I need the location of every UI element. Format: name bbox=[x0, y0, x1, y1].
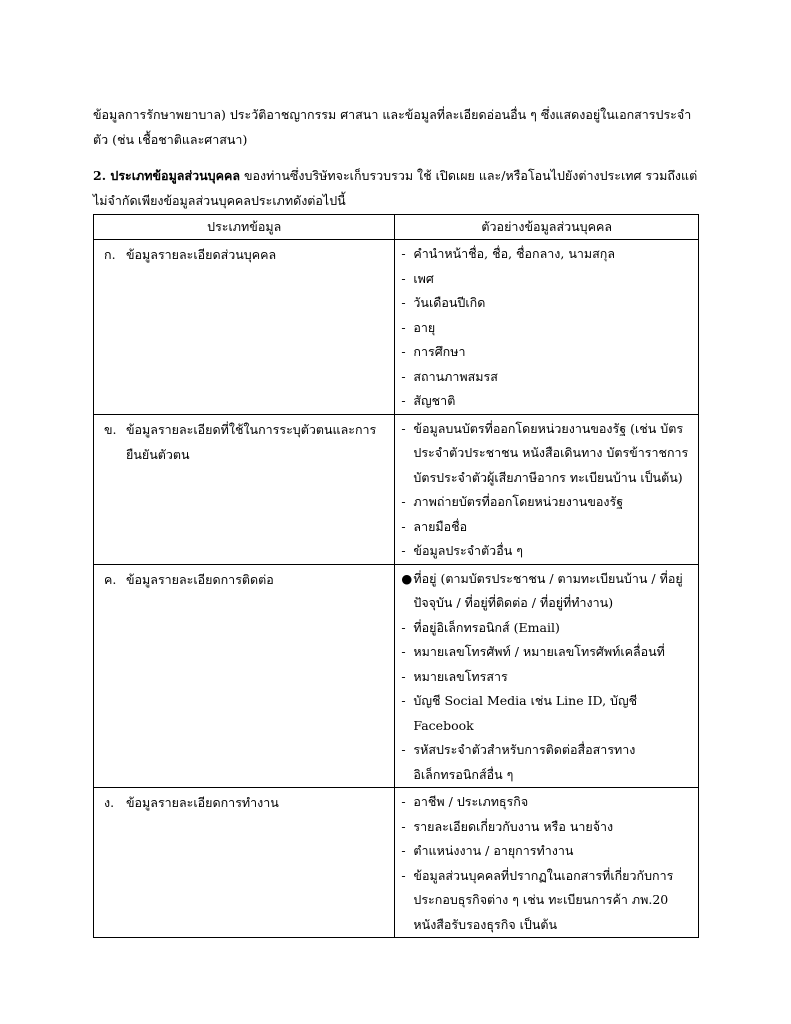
list-item bbox=[401, 389, 692, 414]
dash-marker: - bbox=[401, 867, 406, 883]
dash-marker: - bbox=[401, 420, 406, 436]
section-2-heading: 2. ประเภทข้อมูลส่วนบุคคล bbox=[93, 167, 240, 183]
category bbox=[94, 788, 394, 815]
list-item bbox=[401, 864, 692, 938]
list-item-text: ลายมือชื่อ bbox=[413, 518, 468, 534]
dash-marker: - bbox=[401, 494, 406, 509]
dash-marker: - bbox=[401, 668, 406, 684]
dash-marker: - bbox=[401, 319, 406, 335]
list-item-text: เพศ bbox=[413, 270, 434, 286]
list-item-text: บัญชี Social Media เช่น Line ID, บัญชี Facebook bbox=[413, 693, 638, 733]
list-item bbox=[401, 539, 692, 564]
dash-marker: - bbox=[401, 543, 406, 558]
table-row bbox=[94, 240, 699, 415]
table-header-row bbox=[94, 215, 699, 240]
category bbox=[94, 565, 394, 592]
examples-list bbox=[395, 565, 698, 788]
list-item-text: หมายเลขโทรสาร bbox=[413, 668, 508, 684]
dash-marker: - bbox=[401, 742, 406, 757]
list-item-text: สถานภาพสมรส bbox=[413, 368, 498, 384]
dash-marker: - bbox=[401, 843, 406, 858]
category bbox=[94, 240, 394, 267]
personal-data-table bbox=[93, 214, 699, 938]
list-item-text: ตำแหน่งงาน / อายุการทำงาน bbox=[413, 843, 574, 858]
list-item bbox=[401, 515, 692, 540]
category-label: ข้อมูลรายละเอียดที่ใช้ในการระบุตัวตนและการยืนยันตัวตน bbox=[126, 421, 377, 462]
dash-marker: - bbox=[401, 393, 406, 408]
list-item-text: รายละเอียดเกี่ยวกับงาน หรือ นายจ้าง bbox=[413, 818, 614, 834]
list-item-text: ภาพถ่ายบัตรที่ออกโดยหน่วยงานของรัฐ bbox=[413, 494, 624, 509]
list-item-text: อาชีพ / ประเภทธุรกิจ bbox=[413, 794, 529, 809]
list-item bbox=[401, 640, 692, 665]
list-item bbox=[401, 291, 692, 316]
list-item-text: รหัสประจำตัวสำหรับการติดต่อสื่อสารทางอิเล็กทรอนิกส์อื่น ๆ bbox=[413, 742, 636, 782]
list-item-text: วันเดือนปีเกิด bbox=[413, 295, 486, 310]
intro-paragraph: ข้อมูลการรักษาพยาบาล) ประวัติอาชญากรรม ศาสนา และข้อมูลที่ละเอียดอ่อนอื่น ๆ ซึ่งแสดงอยู่ในเอกสารประจำตัว (ช่น เชื้อชาติและศาสนา) bbox=[93, 106, 692, 147]
examples-list bbox=[395, 240, 698, 414]
dash-marker: - bbox=[401, 794, 406, 809]
list-item-text: หมายเลขโทรศัพท์ / หมายเลขโทรศัพท์เคลื่อนที่ bbox=[413, 644, 665, 659]
examples-cell bbox=[395, 788, 699, 938]
category-label: ข้อมูลรายละเอียดการทำงาน bbox=[126, 795, 279, 810]
list-item-text: ข้อมูลประจำตัวอื่น ๆ bbox=[413, 543, 523, 558]
list-item-text: อายุ bbox=[413, 319, 436, 335]
list-item-text: สัญชาติ bbox=[413, 393, 456, 408]
dash-marker: - bbox=[401, 270, 406, 286]
list-item bbox=[401, 790, 692, 815]
list-item bbox=[401, 567, 692, 616]
category bbox=[94, 415, 394, 467]
dash-marker: - bbox=[401, 344, 406, 359]
list-item bbox=[401, 242, 692, 267]
category-label: ข้อมูลรายละเอียดส่วนบุคคล bbox=[126, 247, 277, 262]
dash-marker: - bbox=[401, 246, 406, 261]
list-item-text: การศึกษา bbox=[413, 344, 466, 359]
list-item bbox=[401, 417, 692, 491]
dash-marker: - bbox=[401, 295, 406, 310]
category-number: ข. bbox=[104, 421, 117, 437]
list-item bbox=[401, 316, 692, 341]
list-item bbox=[401, 839, 692, 864]
list-item bbox=[401, 815, 692, 840]
list-item bbox=[401, 365, 692, 390]
list-item bbox=[401, 340, 692, 365]
category-number: ก. bbox=[104, 247, 116, 262]
list-item bbox=[401, 689, 692, 738]
list-item-text: ที่อยู่อิเล็กทรอนิกส์ (Email) bbox=[413, 619, 560, 635]
examples-cell bbox=[395, 564, 699, 788]
dash-marker: - bbox=[401, 644, 406, 659]
header-data-examples: ตัวอย่างข้อมูลส่วนบุคคล bbox=[395, 215, 699, 240]
dash-marker: - bbox=[401, 619, 406, 635]
list-item-text: ที่อยู่ (ตามบัตรประชาชน / ตามทะเบียนบ้าน / ที่อยู่ปัจจุบัน / ที่อยู่ที่ติดต่อ / ที่อยู่ที่ทำงาน) bbox=[413, 570, 683, 610]
examples-list bbox=[395, 415, 698, 564]
category-cell bbox=[94, 240, 395, 415]
list-item-text: ข้อมูลบนบัตรที่ออกโดยหน่วยงานของรัฐ (เช่น บัตรประจำตัวประชาชน หนังสือเดินทาง บัตรข้าราชการ บัตรประจำตัวผู้เสียภาษีอากร ทะเบียนบ้าน เป็นต้น) bbox=[413, 420, 689, 485]
category-number: ง. bbox=[104, 795, 115, 810]
list-item-text: คำนำหน้าชื่อ, ชื่อ, ชื่อกลาง, นามสกุล bbox=[413, 246, 615, 261]
header-data-type: ประเภทข้อมูล bbox=[94, 215, 395, 240]
category-number: ค. bbox=[104, 571, 117, 587]
table-row bbox=[94, 414, 699, 564]
category-cell bbox=[94, 564, 395, 788]
examples-cell bbox=[395, 414, 699, 564]
list-item bbox=[401, 267, 692, 292]
dash-marker: - bbox=[401, 818, 406, 834]
section-2-paragraph bbox=[93, 163, 703, 213]
category-label: ข้อมูลรายละเอียดการติดต่อ bbox=[126, 571, 274, 587]
category-cell bbox=[94, 414, 395, 564]
table-row bbox=[94, 564, 699, 788]
dash-marker: - bbox=[401, 693, 406, 708]
dash-marker: - bbox=[401, 368, 406, 384]
list-item bbox=[401, 738, 692, 787]
list-item bbox=[401, 616, 692, 641]
dash-marker: - bbox=[401, 518, 406, 534]
list-item-text: ข้อมูลส่วนบุคคลที่ปรากฏในเอกสารที่เกี่ยวกับการประกอบธุรกิจต่าง ๆ เช่น ทะเบียนการค้า ภพ.20 หนังสือรับรองธุรกิจ เป็นต้น bbox=[413, 867, 674, 932]
section-2-text: ของท่านซึ่งบริษัทจะเก็บรวบรวม ใช้ เปิดเผย และ/หรือโอนไปยังต่างประเทศ รวมถึงแต่ไม่จำกัดเพียงข้อมูลส่วนบุคคลประเภทดังต่อไปนี้ bbox=[93, 167, 698, 208]
bullet-icon: ● bbox=[401, 570, 413, 586]
category-cell bbox=[94, 788, 395, 938]
list-item bbox=[401, 490, 692, 515]
table-row bbox=[94, 788, 699, 938]
examples-cell bbox=[395, 240, 699, 415]
list-item bbox=[401, 665, 692, 690]
examples-list bbox=[395, 788, 698, 937]
